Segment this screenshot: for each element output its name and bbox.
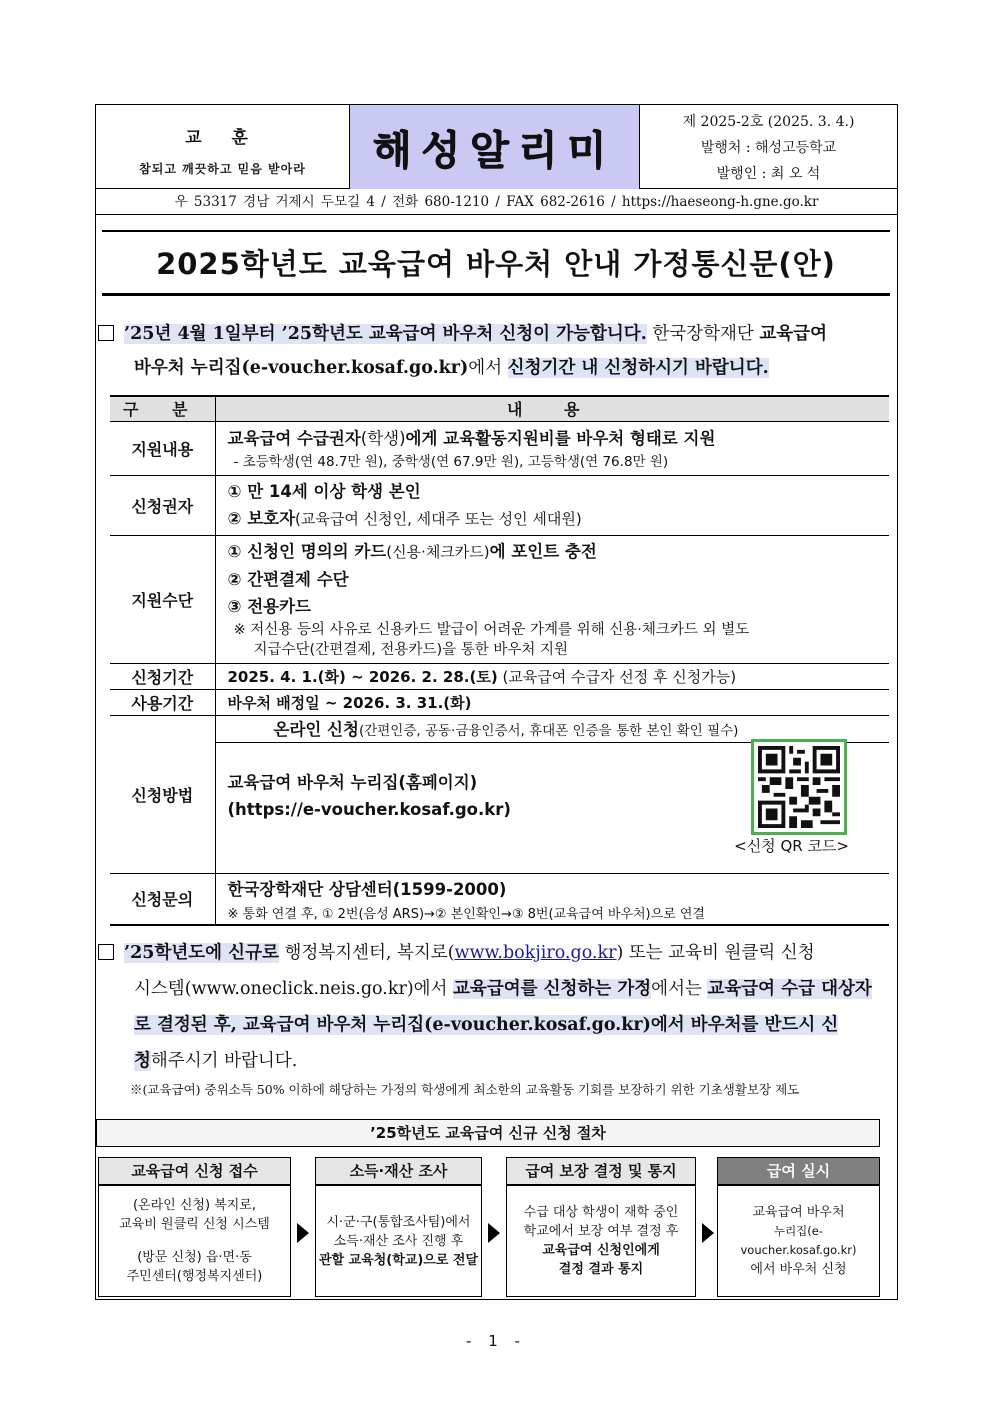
para1-text-2: 에서 <box>468 358 508 378</box>
para2-highlight-6: 청 <box>134 1051 151 1071</box>
step-line: 에서 바우처 신청 <box>750 1262 847 1277</box>
row-label: 신청방법 <box>110 715 215 873</box>
step-label: 소득·재산 조사 <box>315 1157 482 1185</box>
table-row <box>110 873 889 925</box>
para1-bold: 교육급여 <box>759 324 827 344</box>
masthead-title: 해성알리미 <box>372 126 617 174</box>
online-apply: 온라인 신청 <box>273 719 359 739</box>
arrow-right-icon <box>297 1223 309 1243</box>
row-label: 지원내용 <box>110 421 215 475</box>
row-content <box>215 663 889 689</box>
row-label: 신청권자 <box>110 475 215 535</box>
apply-url[interactable]: (https://e-voucher.kosaf.go.kr) <box>227 799 511 819</box>
apply-period-note: (교육급여 수급자 선정 후 신청가능) <box>497 667 737 686</box>
table-row <box>110 535 889 663</box>
step-line: 관할 교육청(학교)으로 전달 <box>318 1252 479 1268</box>
step-line: 시·군·구(통합조사팀)에서 <box>326 1214 471 1230</box>
applicant-2-paren: (교육급여 신청인, 세대주 또는 성인 세대원) <box>295 509 582 528</box>
row-content <box>215 475 889 535</box>
para2-text-4: 에서는 <box>651 979 708 999</box>
step-line <box>101 1234 288 1248</box>
para2-highlight: ’25학년도에 신규로 <box>124 943 279 963</box>
applicant-2: ② 보호자 <box>227 508 296 528</box>
step-line: 교육급여 바우처 <box>752 1205 845 1220</box>
publication-info <box>640 105 897 189</box>
method-note-1: ※ 저신용 등의 사유로 신용카드 발급이 어려운 가계를 위해 신용·체크카드 외 별도 <box>233 622 750 638</box>
school-address: 우 53317 경남 거제시 두모길 4 / 전화 680-1210 / FAX 682-2616 / https://haeseong-h.gne.go.kr <box>96 189 897 215</box>
para1-highlight-2: 신청기간 내 신청하시기 바랍니다. <box>507 358 769 378</box>
school-motto <box>96 105 350 189</box>
support-paren: (학생) <box>360 428 406 448</box>
para2-text-2: ) 또는 교육비 원클릭 신청 <box>616 943 815 963</box>
step-line: 수급 대상 학생이 재학 중인 <box>523 1205 679 1220</box>
method-note-2: 지급수단(간편결제, 전용카드)을 통한 바우처 지원 <box>253 642 568 658</box>
row-content <box>215 421 889 475</box>
qr-code-icon <box>751 739 847 835</box>
step-box <box>506 1185 696 1297</box>
support-sub: - 초등학생(연 48.7만 원), 중학생(연 67.9만 원), 고등학생(연 76.8만 원) <box>233 453 669 470</box>
method-1-paren: (신용·체크카드) <box>386 543 490 561</box>
step-line: 결정 결과 통지 <box>558 1262 644 1277</box>
step-line: 학교에서 보장 여부 결정 후 <box>523 1224 679 1239</box>
bokjiro-link[interactable]: www.bokjiro.go.kr <box>454 943 617 963</box>
row-content <box>215 715 889 873</box>
applicant-1: ① 만 14세 이상 학생 본인 <box>227 481 421 501</box>
issue-number: 제 2025-2호 (2025. 3. 4.) <box>682 114 855 130</box>
use-period: 바우처 배정일 ~ 2026. 3. 31.(화) <box>215 689 889 715</box>
notice-paragraph-1 <box>98 317 894 385</box>
table-row <box>110 421 889 475</box>
arrow-right-icon <box>488 1223 500 1243</box>
notice-paragraph-2 <box>98 935 894 1101</box>
para1-text: 한국장학재단 <box>646 324 760 344</box>
para2-highlight-4: 로 결정된 후 <box>134 1015 231 1035</box>
checkbox-icon <box>98 944 114 960</box>
step-label: 급여 보장 결정 및 통지 <box>506 1157 696 1185</box>
apply-site: 교육급여 바우처 누리집(홈페이지) <box>227 772 478 792</box>
page-number: - 1 - <box>466 1332 526 1350</box>
motto-title: 교 훈 <box>185 128 260 148</box>
support-main: 교육급여 수급권자 <box>227 428 361 448</box>
application-process <box>96 1119 897 1289</box>
qr-caption: <신청 QR 코드> <box>734 836 849 855</box>
step-box <box>315 1185 482 1297</box>
publisher: 발행처 : 해성고등학교 <box>700 140 837 156</box>
row-label: 신청기간 <box>110 663 215 689</box>
motto-text: 참되고 깨끗하고 믿음 받아라 <box>139 162 306 176</box>
para2-text: 행정복지센터, 복지로( <box>278 943 455 963</box>
col-label-header: 구 분 <box>110 396 215 421</box>
step-line: 주민센터(행정복지센터) <box>126 1269 263 1284</box>
row-label: 지원수단 <box>110 535 215 663</box>
table-header-row <box>110 396 889 421</box>
para2-text-5: 해주시기 바랍니다. <box>150 1051 298 1071</box>
para2-highlight-5: , 교육급여 바우처 누리집(e-voucher.kosaf.go.kr)에서 바우처를 반드시 신 <box>230 1015 839 1035</box>
method-1-tail: 에 포인트 충전 <box>489 542 597 561</box>
masthead <box>350 105 640 189</box>
table-row <box>110 475 889 535</box>
row-label: 신청문의 <box>110 873 215 925</box>
step-box <box>717 1185 880 1297</box>
para2-note: ※(교육급여) 중위소득 50% 이하에 해당하는 가정의 학생에게 최소한의 교육활동 기회를 보장하기 위한 기초생활보장 제도 <box>130 1082 800 1097</box>
step-line: (방문 신청) 읍·면·동 <box>137 1250 252 1265</box>
col-content-header: 내 용 <box>215 396 889 421</box>
step-line: 교육급여 신청인에게 <box>542 1243 660 1258</box>
step-line: (온라인 신청) 복지로, <box>132 1198 256 1213</box>
step-line: 교육비 원클릭 신청 시스템 <box>119 1217 270 1232</box>
para2-highlight-3: 교육급여 수급 대상자 <box>707 979 872 999</box>
online-apply-note: (간편인증, 공동·금융인증서, 휴대폰 인증을 통한 본인 확인 필수) <box>358 722 739 739</box>
support-main-2: 에게 교육활동지원비를 바우처 형태로 지원 <box>405 428 716 448</box>
newsletter-header <box>96 105 897 189</box>
step-box <box>98 1185 291 1297</box>
step-label: 교육급여 신청 접수 <box>98 1157 291 1185</box>
page-frame <box>95 104 898 1300</box>
inquiry-main: 한국장학재단 상담센터(1599-2000) <box>227 879 507 899</box>
method-3: ③ 전용카드 <box>227 597 311 616</box>
arrow-right-icon <box>702 1223 714 1243</box>
checkbox-icon <box>98 325 114 341</box>
step-line: 누리집(e-voucher.kosaf.go.kr) <box>740 1224 857 1257</box>
table-row <box>110 663 889 689</box>
table-row <box>110 715 889 873</box>
inquiry-note: ※ 통화 연결 후, ① 2번(음성 ARS)→② 본인확인→③ 8번(교육급여 바우처)으로 연결 <box>227 906 705 922</box>
method-2: ② 간편결제 수단 <box>227 570 349 589</box>
para2-text-3: 시스템(www.oneclick.neis.go.kr)에서 <box>134 979 454 999</box>
para2-highlight-2: 교육급여를 신청하는 가정 <box>453 979 652 999</box>
table-row <box>110 689 889 715</box>
process-title: ’25학년도 교육급여 신규 신청 절차 <box>96 1119 880 1147</box>
row-label: 사용기간 <box>110 689 215 715</box>
para1-highlight: ’25년 4월 1일부터 ’25학년도 교육급여 바우처 신청이 가능합니다. <box>124 324 647 344</box>
apply-period: 2025. 4. 1.(화) ~ 2026. 2. 28.(토) <box>227 667 498 686</box>
method-1: ① 신청인 명의의 카드 <box>227 542 387 561</box>
row-content <box>215 873 889 925</box>
voucher-info-table <box>110 395 889 926</box>
step-line: 소득·재산 조사 진행 후 <box>333 1233 464 1249</box>
step-label: 급여 실시 <box>717 1157 880 1185</box>
para1-site: 바우처 누리집(e-voucher.kosaf.go.kr) <box>134 358 469 378</box>
row-content <box>215 535 889 663</box>
issuer: 발행인 : 최 오 석 <box>716 166 821 182</box>
document-title: 2025학년도 교육급여 바우처 안내 가정통신문(안) <box>102 230 890 296</box>
